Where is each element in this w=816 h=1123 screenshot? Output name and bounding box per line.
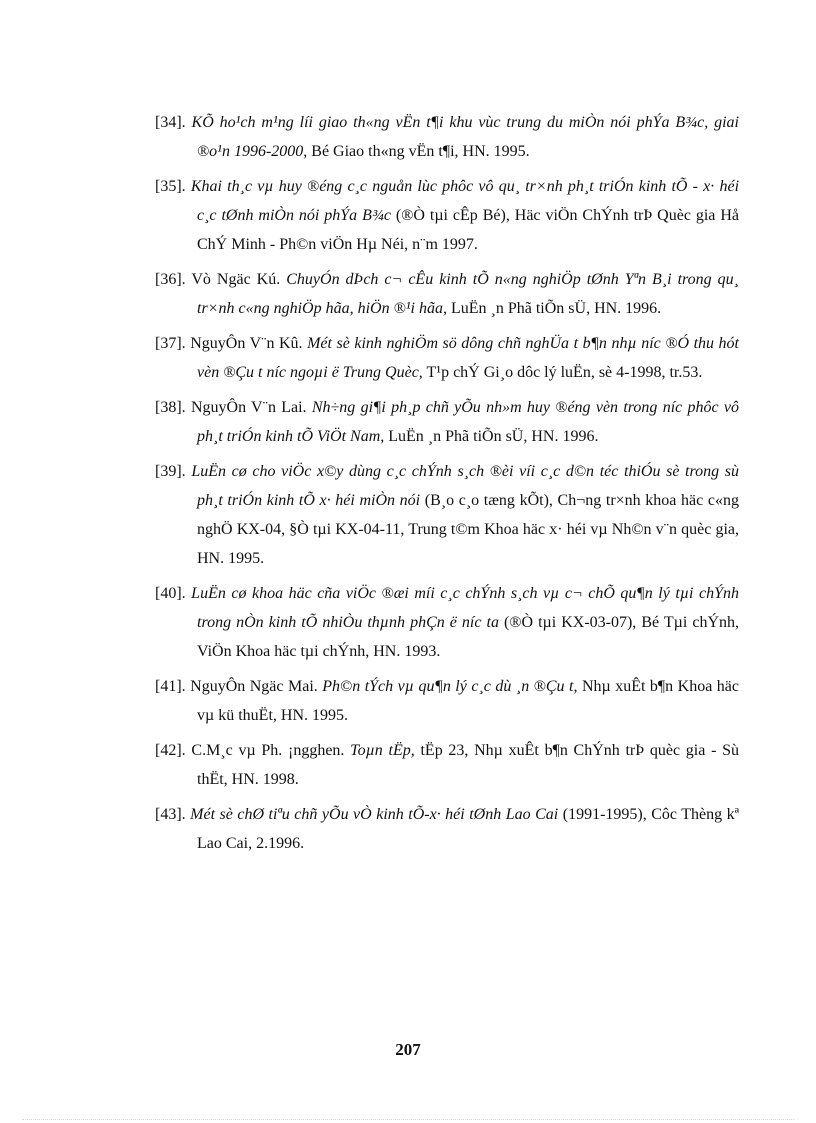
reference-title: Nh÷ng gi¶i ph¸p chñ yÕu nh»m huy ®éng vèn trong níc phôc vô ph¸t triÓn kinh tÕ ViÖt Nam,	[197, 399, 740, 445]
page-bottom-divider	[22, 1119, 794, 1120]
reference-42	[155, 736, 739, 794]
reference-author: Vò Ngäc Kú.	[191, 271, 287, 288]
reference-title: Ph©n tÝch vµ qu¶n lý c¸c dù ¸n ®Çu t,	[322, 678, 578, 695]
reference-39	[155, 457, 739, 573]
reference-38	[155, 393, 739, 451]
reference-number: [43].	[155, 806, 186, 823]
reference-publication: LuËn ¸n Phã tiÕn sÜ, HN. 1996.	[384, 428, 599, 445]
reference-title: Toµn tËp,	[350, 742, 415, 759]
reference-title: ChuyÓn dÞch c¬ cÊu kinh tÕ n«ng nghiÖp tØnh Yªn B¸i trong qu¸ tr×nh c«ng nghiÖp hãa, hiÖn ®¹i hãa,	[197, 271, 739, 317]
reference-publication: LuËn ¸n Phã tiÕn sÜ, HN. 1996.	[446, 300, 662, 317]
reference-37	[155, 329, 739, 387]
reference-title: KÕ ho¹ch m¹ng líi giao th«ng vËn t¶i khu vùc trung du miÒn nói phÝa B¾c, giai ®o¹n 1996-2000	[191, 114, 739, 160]
reference-34	[155, 108, 739, 166]
reference-number: [35].	[155, 178, 186, 195]
reference-title: Khai th¸c vµ huy ®éng c¸c nguån lùc phôc vô qu¸ tr×nh ph¸t triÓn kinh tÕ - x· héi c¸c tØnh miÒn nói phÝa B¾c	[190, 178, 740, 224]
reference-publication: Nhµ xuÊt b¶n Khoa häc vµ kü thuËt, HN. 1995.	[197, 678, 740, 724]
reference-author: C.M¸c vµ Ph. ¡ngghen.	[191, 742, 351, 759]
reference-43	[155, 800, 739, 858]
reference-list	[155, 108, 739, 864]
reference-number: [40].	[155, 585, 186, 602]
reference-publication: (1991-1995), Côc Thèng kª Lao Cai, 2.1996.	[197, 806, 739, 852]
reference-publication: tËp 23, Nhµ xuÊt b¶n ChÝnh trÞ quèc gia - Sù thËt, HN. 1998.	[197, 742, 740, 788]
reference-number: [38].	[155, 399, 186, 416]
reference-publication: , Bé Giao th«ng vËn t¶i, HN. 1995.	[303, 143, 530, 160]
reference-publication: (B¸o c¸o tæng kÕt), Ch¬ng tr×nh khoa häc c«ng nghÖ KX-04, §Ò tµi KX-04-11, Trung t©m Khoa häc x· héi vµ Nh©n v¨n quèc gia, HN. 1995.	[197, 492, 739, 567]
reference-41	[155, 672, 739, 730]
reference-number: [39].	[155, 463, 186, 480]
reference-publication: (®Ò tµi KX-03-07), Bé Tµi chÝnh, ViÖn Khoa häc tµi chÝnh, HN. 1993.	[197, 614, 739, 660]
reference-number: [41].	[155, 678, 186, 695]
reference-publication: (®Ò tµi cÊp Bé), Häc viÖn ChÝnh trÞ Quèc gia Hå ChÝ Minh - Ph©n viÖn Hµ Néi, n¨m 1997.	[197, 207, 739, 253]
reference-number: [37].	[155, 335, 186, 352]
reference-author: NguyÔn V¨n Lai.	[190, 399, 312, 416]
reference-number: [34].	[155, 114, 186, 131]
reference-author: NguyÔn V¨n Kû.	[190, 335, 308, 352]
reference-title: Mét sè chØ tiªu chñ yÕu vÒ kinh tÕ-x· héi tØnh Lao Cai	[190, 806, 559, 823]
reference-title: Mét sè kinh nghiÖm sö dông chñ nghÜa t b¶n nhµ níc ®Ó thu hót vèn ®Çu t níc ngoµi ë Trung Quèc,	[197, 335, 739, 381]
reference-number: [36].	[155, 271, 186, 288]
reference-number: [42].	[155, 742, 186, 759]
reference-publication: T¹p chÝ Gi¸o dôc lý luËn, sè 4-1998, tr.53.	[422, 364, 703, 381]
reference-35	[155, 172, 739, 259]
reference-40	[155, 579, 739, 666]
reference-36	[155, 265, 739, 323]
reference-title: LuËn cø cho viÖc x©y dùng c¸c chÝnh s¸ch ®èi víi c¸c d©n téc thiÓu sè trong sù ph¸t triÓn kinh tÕ x· héi miÒn nói	[191, 463, 740, 509]
reference-author: NguyÔn Ngäc Mai.	[190, 678, 323, 695]
page-number: 207	[395, 1040, 421, 1059]
reference-title: LuËn cø khoa häc cña viÖc ®æi míi c¸c chÝnh s¸ch vµ c¬ chÕ qu¶n lý tµi chÝnh trong nÒn kinh tÕ nhiÒu thµnh phÇn ë níc ta	[191, 585, 739, 631]
